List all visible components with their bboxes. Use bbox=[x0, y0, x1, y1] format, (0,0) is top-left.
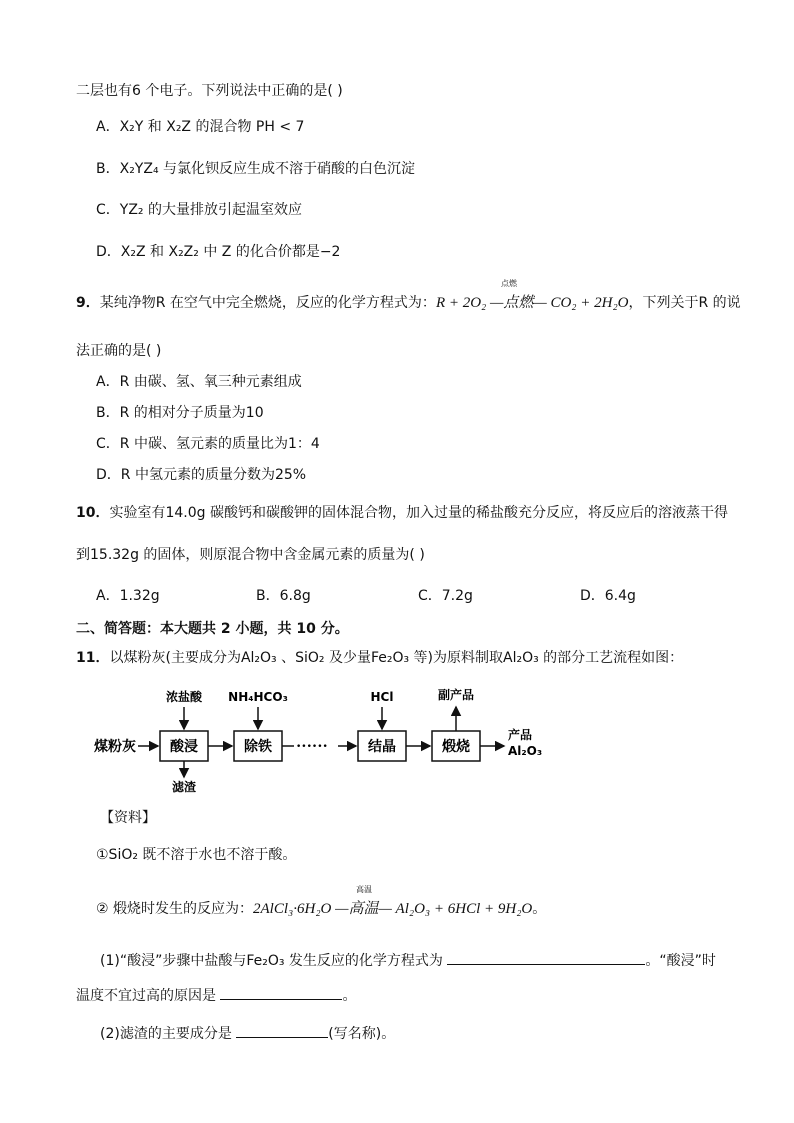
flow-byproduct-label: 副产品 bbox=[437, 688, 475, 702]
flow-ellipsis: •••••• bbox=[296, 742, 328, 752]
flow-product-label: 产品 bbox=[508, 728, 533, 742]
flow-residue-label: 滤渣 bbox=[171, 780, 197, 794]
q11-stem bbox=[76, 648, 683, 668]
flow-start-label: 煤粉灰 bbox=[94, 739, 136, 755]
info-title: 【资料】 bbox=[100, 810, 156, 826]
answer-blank-residue[interactable] bbox=[236, 1023, 328, 1038]
q9-equation-condition: 点燃 bbox=[501, 279, 517, 288]
sub1-text-b: 。“酸浸”时 bbox=[645, 953, 716, 969]
q9-option-a: A．R 由碳、氢、氧三种元素组成 bbox=[96, 374, 302, 390]
q9-option-d: D．R 中氢元素的质量分数为25% bbox=[96, 467, 307, 483]
sub2-text-a: (2)滤渣的主要成分是 bbox=[100, 1026, 232, 1042]
q9-number: 9． bbox=[76, 295, 100, 311]
flow-step-acid-leach: 酸浸 bbox=[170, 739, 198, 755]
sub2-text-b: (写名称)。 bbox=[328, 1026, 396, 1042]
q9-option-b: B．R 的相对分子质量为10 bbox=[96, 405, 264, 421]
sub-question-1 bbox=[100, 950, 716, 971]
flow-input-conc-hcl: 浓盐酸 bbox=[165, 690, 203, 704]
info2-label: ② 煅烧时发生的反应为： bbox=[96, 901, 254, 917]
q9-option-c: C．R 中碳、氢元素的质量比为1：4 bbox=[96, 436, 320, 452]
q9-stem-b: ，下列关于R 的说 bbox=[628, 295, 741, 311]
info2-end: 。 bbox=[532, 901, 547, 917]
q10-option-d: D．6.4g bbox=[580, 588, 636, 604]
q9-stem-a: 某纯净物R 在空气中完全燃烧，反应的化学方程式为： bbox=[99, 295, 436, 311]
info2-equation: 2AlCl₃·6H₂O —高温— Al₂O₃ + 6HCl + 9H₂O bbox=[253, 901, 533, 917]
flow-input-nh4hco3: NH₄HCO₃ bbox=[228, 690, 288, 704]
flow-step-crystallize: 结晶 bbox=[368, 739, 396, 755]
sub1-text-a: (1)“酸浸”步骤中盐酸与Fe₂O₃ 发生反应的化学方程式为 bbox=[100, 953, 443, 969]
info2-equation-condition: 高温 bbox=[356, 885, 372, 894]
process-flow-diagram bbox=[94, 685, 544, 797]
q9-stem bbox=[76, 293, 741, 313]
q10-option-b: B．6.8g bbox=[256, 588, 311, 604]
sub1-text-d: 。 bbox=[342, 988, 357, 1004]
flow-step-calcine: 煅烧 bbox=[442, 739, 470, 755]
q8-option-c: C．YZ₂ 的大量排放引起温室效应 bbox=[96, 202, 302, 218]
q10-option-a: A．1.32g bbox=[96, 588, 160, 604]
info-item-2 bbox=[96, 899, 546, 919]
flow-input-hcl: HCl bbox=[370, 690, 394, 704]
flow-product-formula: Al₂O₃ bbox=[508, 744, 543, 758]
q8-stem-tail: 二层也有6 个电子。下列说法中正确的是( ) bbox=[76, 83, 343, 99]
q11-stem-text: 以煤粉灰(主要成分为Al₂O₃ 、SiO₂ 及少量Fe₂O₃ 等)为原料制取Al₂O₃ 的部分工艺流程如图： bbox=[109, 650, 684, 666]
q10-stem-a bbox=[76, 503, 728, 523]
answer-blank-equation[interactable] bbox=[447, 950, 645, 965]
q10-option-c: C．7.2g bbox=[418, 588, 473, 604]
q9-equation: R + 2O₂ —点燃— CO₂ + 2H₂O bbox=[435, 295, 629, 311]
q8-option-b: B．X₂YZ₄ 与氯化钡反应生成不溶于硝酸的白色沉淀 bbox=[96, 161, 416, 177]
sub-question-2 bbox=[100, 1023, 395, 1044]
flow-step-iron-removal: 除铁 bbox=[244, 739, 272, 755]
q9-stem-c: 法正确的是( ) bbox=[76, 343, 162, 359]
q8-option-a: A．X₂Y 和 X₂Z 的混合物 PH < 7 bbox=[96, 119, 305, 135]
q10-stem-a-text: 实验室有14.0g 碳酸钙和碳酸钾的固体混合物，加入过量的稀盐酸充分反应，将反应后的溶液蒸干得 bbox=[109, 505, 728, 521]
q11-number: 11． bbox=[76, 650, 110, 666]
sub1-text-c: 温度不宜过高的原因是 bbox=[76, 988, 216, 1004]
answer-blank-reason[interactable] bbox=[220, 985, 342, 1000]
q10-stem-b: 到15.32g 的固体，则原混合物中含金属元素的质量为( ) bbox=[76, 547, 425, 563]
sub-question-1-line2 bbox=[76, 985, 356, 1006]
q10-number: 10． bbox=[76, 505, 110, 521]
q8-option-d: D．X₂Z 和 X₂Z₂ 中 Z 的化合价都是−2 bbox=[96, 244, 341, 260]
section-heading: 二、简答题：本大题共 2 小题，共 10 分。 bbox=[76, 621, 349, 637]
info-item-1: ①SiO₂ 既不溶于水也不溶于酸。 bbox=[96, 847, 297, 863]
